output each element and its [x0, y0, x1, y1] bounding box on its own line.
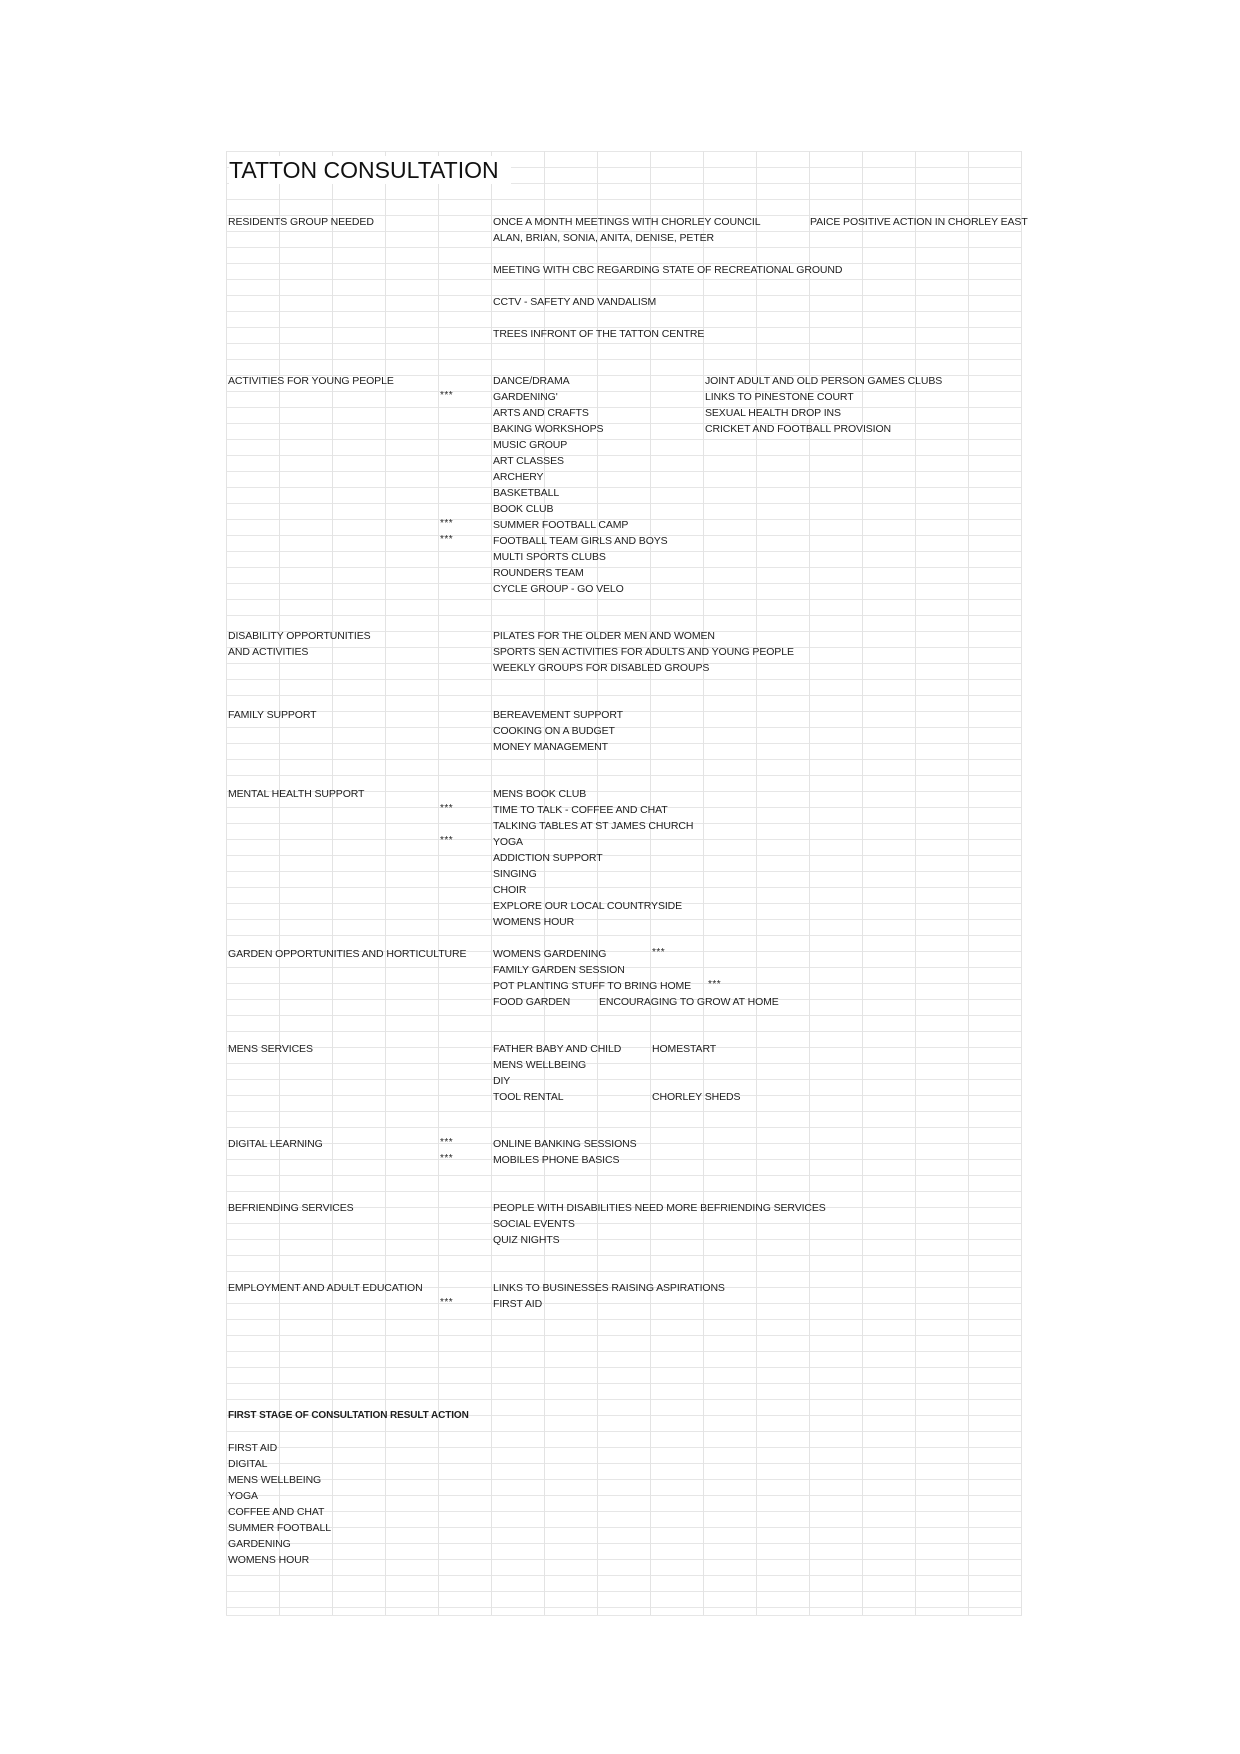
cell-partner: HOMESTART: [652, 1043, 717, 1055]
section-label-mens: MENS SERVICES: [228, 1043, 313, 1055]
cell-item: TALKING TABLES AT ST JAMES CHURCH: [493, 820, 694, 832]
cell-partner: CHORLEY SHEDS: [652, 1091, 741, 1103]
cell-item: MUSIC GROUP: [493, 439, 568, 451]
section-label-employment: EMPLOYMENT AND ADULT EDUCATION: [228, 1282, 423, 1294]
cell-item: SPORTS SEN ACTIVITIES FOR ADULTS AND YOUNG PEOPLE: [493, 646, 794, 658]
cell-item: BOOK CLUB: [493, 503, 554, 515]
cell-item: DIY: [493, 1075, 511, 1087]
section-label-disability: DISABILITY OPPORTUNITIES: [228, 630, 371, 642]
section-label-residents: RESIDENTS GROUP NEEDED: [228, 216, 374, 228]
cell-item: MULTI SPORTS CLUBS: [493, 551, 606, 563]
cell-item: ROUNDERS TEAM: [493, 567, 584, 579]
cell-item: FOOD GARDEN: [493, 996, 571, 1008]
cell-note: ENCOURAGING TO GROW AT HOME: [599, 996, 779, 1008]
cell-item: SOCIAL EVENTS: [493, 1218, 575, 1230]
cell-item: YOGA: [493, 836, 523, 848]
cell-item: FAMILY GARDEN SESSION: [493, 964, 625, 976]
cell-item: ART CLASSES: [493, 455, 564, 467]
cell-item: CYCLE GROUP - GO VELO: [493, 583, 624, 595]
cell-item: GARDENING': [493, 391, 558, 403]
cell-item: SINGING: [493, 868, 537, 880]
spreadsheet-grid: [226, 151, 1028, 1616]
cell-item: MOBILES PHONE BASICS: [493, 1154, 620, 1166]
cell-item: ALAN, BRIAN, SONIA, ANITA, DENISE, PETER: [493, 232, 715, 244]
star-marker: ***: [652, 947, 666, 958]
result-item: SUMMER FOOTBALL: [228, 1522, 331, 1534]
star-marker: ***: [440, 534, 454, 545]
cell-item: WOMENS HOUR: [493, 916, 575, 928]
section-label-garden: GARDEN OPPORTUNITIES AND HORTICULTURE: [228, 948, 467, 960]
cell-item: TOOL RENTAL: [493, 1091, 564, 1103]
cell-item: QUIZ NIGHTS: [493, 1234, 560, 1246]
cell-item: TREES INFRONT OF THE TATTON CENTRE: [493, 328, 705, 340]
cell-item: ONLINE BANKING SESSIONS: [493, 1138, 637, 1150]
cell-item: MENS WELLBEING: [493, 1059, 587, 1071]
star-marker: ***: [440, 1297, 454, 1308]
section-label-digital: DIGITAL LEARNING: [228, 1138, 323, 1150]
cell-extra: LINKS TO PINESTONE COURT: [705, 391, 854, 403]
star-marker: ***: [440, 835, 454, 846]
cell-item: PILATES FOR THE OLDER MEN AND WOMEN: [493, 630, 715, 642]
cell-side-note: PAICE POSITIVE ACTION IN CHORLEY EAST: [810, 216, 1028, 228]
cell-item: MONEY MANAGEMENT: [493, 741, 608, 753]
section-label-disability-2: AND ACTIVITIES: [228, 646, 309, 658]
cell-item: ONCE A MONTH MEETINGS WITH CHORLEY COUNCIL: [493, 216, 761, 228]
star-marker: ***: [440, 803, 454, 814]
cell-item: BEREAVEMENT SUPPORT: [493, 709, 623, 721]
result-item: COFFEE AND CHAT: [228, 1506, 325, 1518]
star-marker: ***: [440, 390, 454, 401]
star-marker: ***: [440, 1153, 454, 1164]
cell-item: ADDICTION SUPPORT: [493, 852, 603, 864]
cell-item: COOKING ON A BUDGET: [493, 725, 615, 737]
cell-item: DANCE/DRAMA: [493, 375, 570, 387]
section-label-befriending: BEFRIENDING SERVICES: [228, 1202, 354, 1214]
cell-item: BASKETBALL: [493, 487, 560, 499]
cell-item: WEEKLY GROUPS FOR DISABLED GROUPS: [493, 662, 710, 674]
cell-item: EXPLORE OUR LOCAL COUNTRYSIDE: [493, 900, 683, 912]
cell-item: BAKING WORKSHOPS: [493, 423, 604, 435]
cell-extra: CRICKET AND FOOTBALL PROVISION: [705, 423, 892, 435]
section-label-mental-health: MENTAL HEALTH SUPPORT: [228, 788, 365, 800]
star-marker: ***: [440, 518, 454, 529]
cell-item: POT PLANTING STUFF TO BRING HOME: [493, 980, 692, 992]
result-item: YOGA: [228, 1490, 258, 1502]
star-marker: ***: [440, 1137, 454, 1148]
cell-item: TIME TO TALK - COFFEE AND CHAT: [493, 804, 668, 816]
cell-extra: SEXUAL HEALTH DROP INS: [705, 407, 841, 419]
result-item: FIRST AID: [228, 1442, 278, 1454]
cell-item: CHOIR: [493, 884, 527, 896]
results-heading: FIRST STAGE OF CONSULTATION RESULT ACTION: [228, 1410, 469, 1421]
result-item: MENS WELLBEING: [228, 1474, 322, 1486]
cell-item: ARTS AND CRAFTS: [493, 407, 589, 419]
section-label-young-people: ACTIVITIES FOR YOUNG PEOPLE: [228, 375, 394, 387]
cell-item: MEETING WITH CBC REGARDING STATE OF RECREATIONAL GROUND: [493, 264, 843, 276]
cell-item: WOMENS GARDENING: [493, 948, 607, 960]
cell-item: LINKS TO BUSINESSES RAISING ASPIRATIONS: [493, 1282, 725, 1294]
result-item: WOMENS HOUR: [228, 1554, 310, 1566]
result-item: GARDENING: [228, 1538, 291, 1550]
cell-item: CCTV - SAFETY AND VANDALISM: [493, 296, 657, 308]
cell-item: ARCHERY: [493, 471, 544, 483]
cell-item: FIRST AID: [493, 1298, 543, 1310]
cell-item: FOOTBALL TEAM GIRLS AND BOYS: [493, 535, 668, 547]
cell-item: MENS BOOK CLUB: [493, 788, 587, 800]
section-label-family: FAMILY SUPPORT: [228, 709, 317, 721]
cell-item: SUMMER FOOTBALL CAMP: [493, 519, 629, 531]
star-marker: ***: [708, 979, 722, 990]
cell-item: FATHER BABY AND CHILD: [493, 1043, 622, 1055]
cell-item: PEOPLE WITH DISABILITIES NEED MORE BEFRIENDING SERVICES: [493, 1202, 826, 1214]
cell-extra: JOINT ADULT AND OLD PERSON GAMES CLUBS: [705, 375, 943, 387]
result-item: DIGITAL: [228, 1458, 268, 1470]
page-title: TATTON CONSULTATION: [229, 156, 511, 184]
